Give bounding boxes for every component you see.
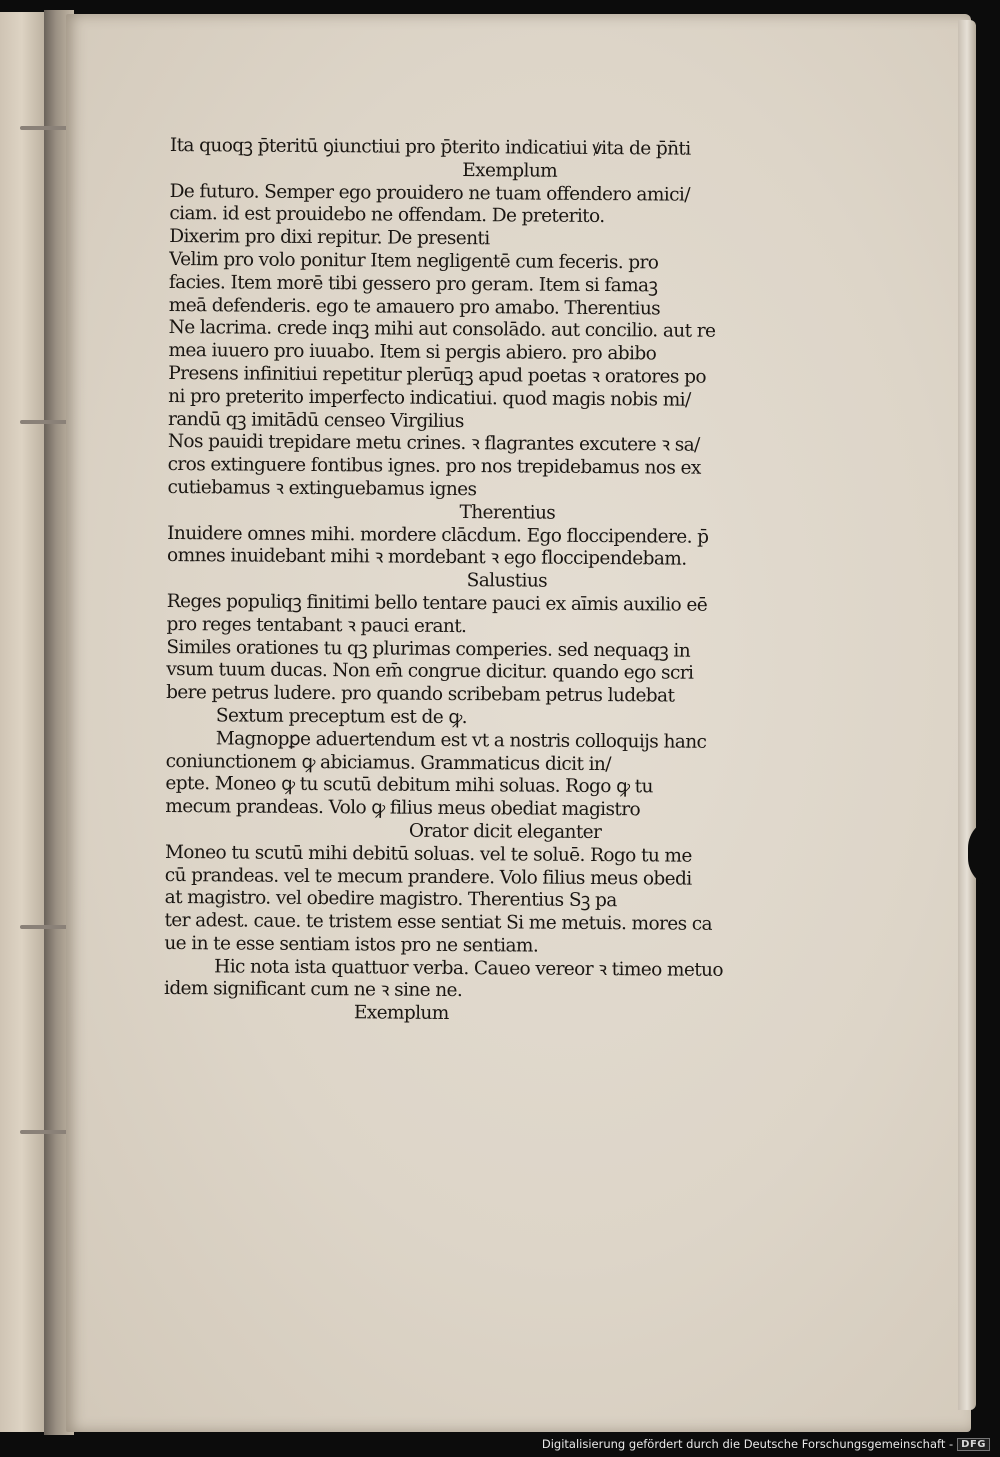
text-line: pro reges tentabant ꝛ pauci erant. bbox=[166, 613, 467, 637]
text-line: cros extinguere fontibus ignes. pro nos trepidebamus nos ex bbox=[167, 454, 701, 479]
section-heading: Exemplum bbox=[462, 159, 558, 182]
text-line: randū qꝫ imitādū censeo Virgilius bbox=[167, 408, 464, 432]
text-line: Ita quoqꝫ p̄teritū ꝯiunctiui pro p̄terito indicatiui ꝟita de p̄n̄ti bbox=[169, 135, 691, 160]
section-heading: Therentius bbox=[459, 501, 556, 524]
text-line: Nos pauidi trepidare metu crines. ꝛ flagrantes excutere ꝛ sa/ bbox=[167, 431, 700, 457]
dfg-logo: DFG bbox=[957, 1438, 990, 1451]
incunable-text bbox=[164, 135, 810, 1029]
text-line: cutiebamus ꝛ extinguebamus ignes bbox=[167, 476, 477, 501]
text-line: ni pro preterito imperfecto indicatiui. quod magis nobis mi/ bbox=[168, 385, 691, 411]
text-line: meā defenderis. ego te amauero pro amabo. Therentius bbox=[168, 294, 661, 320]
section-heading: Exemplum bbox=[353, 1002, 449, 1025]
text-line: cū prandeas. vel te mecum prandere. Volo filius meus obedi bbox=[164, 864, 692, 890]
text-line: Reges populiqꝫ finitimi bello tentare pauci ex aīmis auxilio eē bbox=[166, 590, 708, 616]
section-heading: Orator dicit eleganter bbox=[408, 820, 602, 843]
text-line: De futuro. Semper ego prouidero ne tuam offendero amici/ bbox=[169, 180, 690, 206]
text-line: ue in te esse sentiam istos pro ne sentiam. bbox=[164, 932, 539, 957]
binding-stitch bbox=[20, 1130, 68, 1134]
digitization-credit bbox=[542, 1437, 990, 1451]
text-line: ter adest. caue. te tristem esse sentiat Si me metuis. mores ca bbox=[164, 910, 713, 935]
text-line: Velim pro volo ponitur Item negligentē cum feceris. pro bbox=[169, 248, 659, 274]
text-line: epte. Moneo ꝙ tu scutū debitum mihi soluas. Rogo ꝙ tu bbox=[165, 773, 653, 798]
section-heading: Salustius bbox=[466, 570, 548, 592]
text-line: bere petrus ludere. pro quando scribebam petrus ludebat bbox=[166, 682, 675, 707]
text-line: Moneo tu scutū mihi debitū soluas. vel te soluē. Rogo tu me bbox=[164, 841, 692, 867]
text-line: Dixerim pro dixi repitur. De presenti bbox=[169, 226, 490, 250]
text-line: mea iuuero pro iuuabo. Item si pergis abiero. pro abibo bbox=[168, 340, 657, 365]
text-line: Ne lacrima. crede inqꝫ mihi aut consolādo. aut concilio. aut re bbox=[168, 317, 716, 343]
page-fore-edge bbox=[958, 20, 976, 1410]
text-line: idem significant cum ne ꝛ sine ne. bbox=[163, 978, 463, 1002]
text-line: Presens infinitiui repetitur plerūqꝫ apud poetas ꝛ oratores po bbox=[168, 362, 706, 388]
credit-text: Digitalisierung gefördert durch die Deutsche Forschungsgemeinschaft - bbox=[541, 1437, 954, 1451]
text-line: Inuidere omnes mihi. mordere clācdum. Ego floccipendere. p̄ bbox=[167, 522, 709, 548]
text-line: mecum prandeas. Volo ꝙ filius meus obediat magistro bbox=[165, 796, 641, 821]
binding-stitch bbox=[20, 420, 68, 424]
facing-page-edge bbox=[0, 12, 48, 1432]
text-line: omnes inuidebant mihi ꝛ mordebant ꝛ ego floccipendebam. bbox=[166, 545, 687, 570]
binding-stitch bbox=[20, 126, 68, 130]
text-line: ciam. id est prouidebo ne offendam. De preterito. bbox=[169, 203, 605, 228]
text-line: coniunctionem ꝙ abiciamus. Grammaticus dicit in/ bbox=[165, 750, 611, 775]
text-line: Similes orationes tu qꝫ plurimas comperies. sed nequaqꝫ in bbox=[166, 636, 691, 662]
binding-stitch bbox=[20, 925, 68, 929]
text-line: vsum tuum ducas. Non em̄ congrue dicitur. quando ego scri bbox=[166, 659, 694, 684]
section-heading: Sextum preceptum est de ꝙ. bbox=[215, 705, 468, 729]
text-line: at magistro. vel obedire magistro. Therentius Sꝫ pa bbox=[164, 887, 617, 912]
text-line: Hic nota ista quattuor verba. Caueo vereor ꝛ timeo metuo bbox=[214, 956, 724, 981]
text-line: Magnopꝑe aduertendum est vt a nostris colloquijs hanc bbox=[215, 728, 707, 753]
text-line: facies. Item morē tibi gessero pro geram. Item si famaꝫ bbox=[168, 271, 658, 297]
